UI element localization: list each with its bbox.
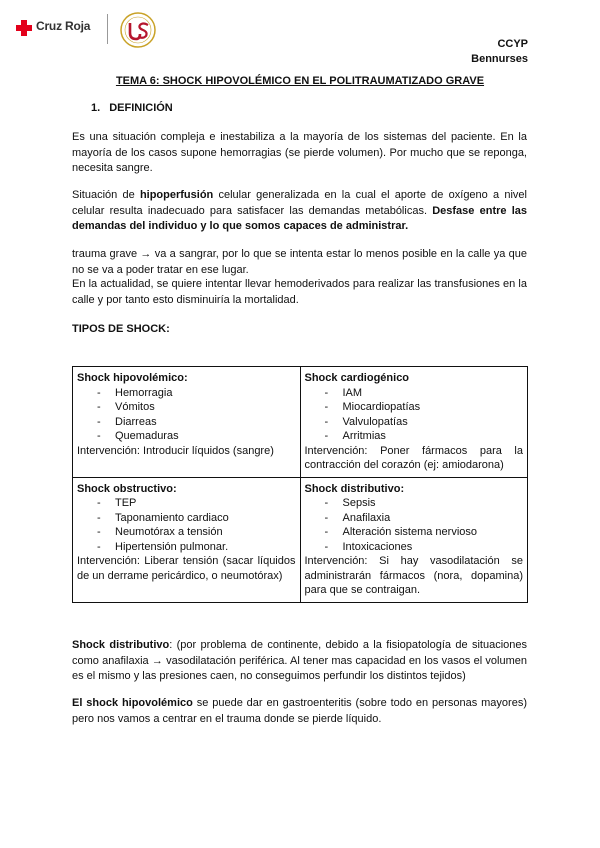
list-item: - TEP (97, 496, 296, 511)
cell-hipovolemico (73, 367, 301, 478)
list-item: - Vómitos (97, 400, 296, 415)
list-item: - Neumotórax a tensión (97, 525, 296, 540)
cell-cardiogenico (300, 367, 528, 478)
cause-list (77, 496, 296, 554)
cell-obstructivo (73, 477, 301, 602)
intervention-text: Intervención: Si hay vasodilatación se administrarán fármacos (nora, dopamina) para que se contraigan. (304, 555, 523, 596)
list-item: - Valvulopatías (325, 415, 524, 430)
list-item: - Anafilaxia (325, 511, 524, 526)
paragraph-hipoperfusion (72, 188, 527, 235)
course-info (471, 37, 528, 67)
page-header (0, 0, 600, 65)
paragraph-hipovolemico (72, 696, 527, 727)
p5-bold-term: Shock distributivo (72, 639, 170, 651)
intervention-text: Intervención: Liberar tensión (sacar líquidos de un derrame pericárdico, o neumotórax) (77, 555, 296, 582)
p2-bold-conclusion: Desfase entre las demandas del individuo y lo que somos capaces de administrar. (72, 204, 527, 232)
red-cross-icon (14, 18, 34, 38)
list-item: - Quemaduras (97, 429, 296, 444)
shock-types-table (72, 366, 528, 603)
p5-rest: : (por problema de continente, debido a la fisiopatología de situaciones como anafilaxia → vasodilatación periférica. Al tener mas capacidad en los vasos el volumen es el mismo y las presiones caen, no conseguimos perfundir los distintos tejidos) (72, 639, 527, 682)
list-item: - Miocardiopatías (325, 400, 524, 415)
paragraph-actualidad: En la actualidad, se quiere intentar llevar hemoderivados para realizar las transfusiones en la calle y por tanto esto disminuiría la mortalidad. (72, 278, 527, 306)
document-title: TEMA 6: SHOCK HIPOVOLÉMICO EN EL POLITRAUMATIZADO GRAVE (115, 75, 485, 87)
university-seal-icon (118, 10, 158, 50)
list-item: - Taponamiento cardiaco (97, 511, 296, 526)
section-heading (91, 102, 173, 114)
list-item: - Arritmias (325, 429, 524, 444)
tipos-heading: TIPOS DE SHOCK: (72, 323, 170, 335)
paragraph-trauma: trauma grave → va a sangrar, por lo que se intenta estar lo menos posible en la calle ya que no se va a poder tratar en ese lugar. (72, 248, 527, 276)
paragraph-definition: Es una situación compleja e inestabiliza a la mayoría de los sistemas del paciente. En la mayoría de los casos supone hemorragias (se pierde volumen). Por mucho que se reponga, necesita sangre. (72, 131, 527, 174)
p6-bold-term: El shock hipovolémico (72, 697, 193, 709)
logo-divider (107, 14, 108, 44)
list-item: - Hipertensión pulmonar. (97, 540, 296, 555)
cell-title: Shock distributivo: (304, 482, 405, 495)
author-label: Bennurses (471, 53, 528, 65)
cell-title: Shock cardiogénico (304, 372, 410, 384)
list-item: - Intoxicaciones (325, 540, 524, 555)
cell-distributivo (300, 477, 528, 602)
section-title: DEFINICIÓN (109, 102, 173, 114)
list-item: - Sepsis (325, 496, 524, 511)
course-label: CCYP (497, 38, 528, 50)
p2-pre: Situación de (72, 189, 140, 201)
list-item: - Hemorragia (97, 386, 296, 401)
paragraph-distributivo (72, 638, 527, 685)
p2-bold-term: hipoperfusión (139, 189, 214, 201)
section-number: 1. (91, 102, 101, 114)
p6-rest: se puede dar en gastroenteritis (sobre todo en personas mayores) pero nos vamos a centrar en el trauma donde se pierde líquido. (72, 697, 527, 725)
cause-list (305, 386, 524, 444)
intervention-text: Intervención: Poner fármacos para la contracción del corazón (ej: amiodarona) (304, 444, 523, 471)
cell-title: Shock obstructivo: (77, 482, 177, 495)
cell-title: Shock hipovolémico: (77, 372, 188, 384)
org-name: Cruz Roja (36, 19, 91, 33)
cause-list (77, 386, 296, 444)
cause-list (305, 496, 524, 554)
list-item: - IAM (325, 386, 524, 401)
list-item: - Alteración sistema nervioso (325, 525, 524, 540)
list-item: - Diarreas (97, 415, 296, 430)
p2-mid: celular generalizada en la cual el aporte de oxígeno a nivel celular resulta inadecuado para satisfacer las demandas metabólicas. (72, 189, 527, 217)
intervention-text: Intervención: Introducir líquidos (sangre) (77, 444, 274, 457)
